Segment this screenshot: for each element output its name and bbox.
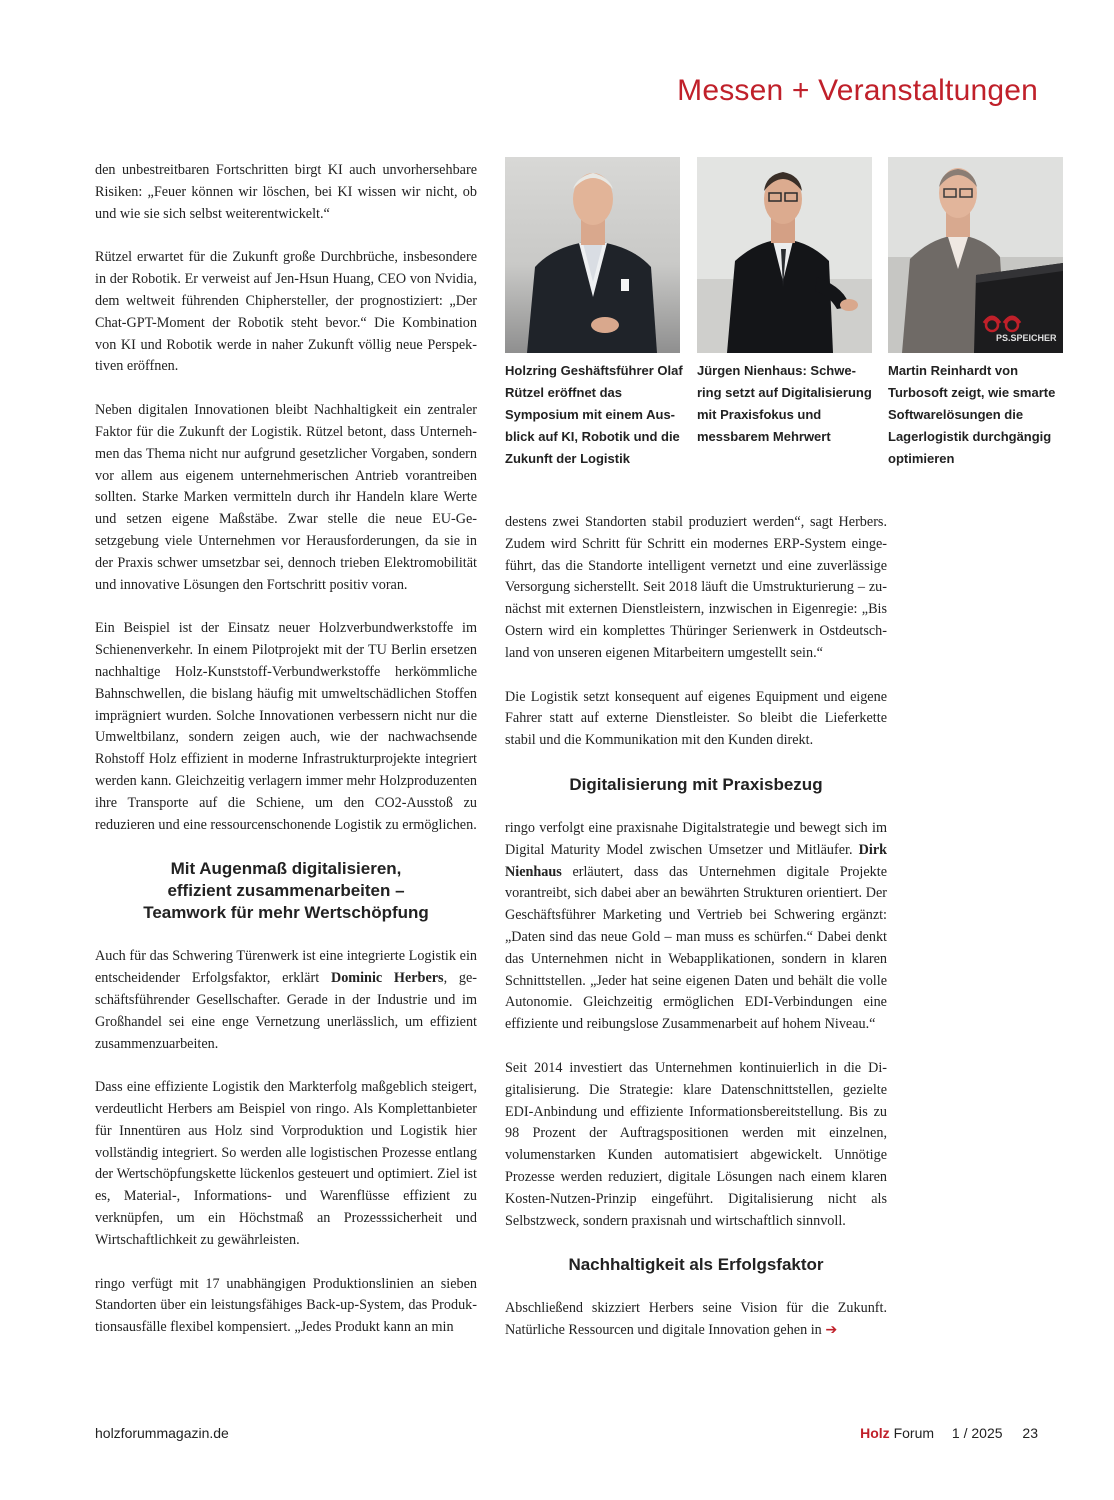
photo-caption: Martin Reinhardt von Turbosoft zeigt, wie smarte Softwarelösungen die Lagerlogistik durchgängig optimieren	[888, 363, 1056, 466]
paragraph	[505, 1298, 887, 1342]
person-name: Dirk Nienhaus	[505, 841, 887, 880]
text-run: Abschließend skizziert Herbers seine Vision für die Zukunft. Natürliche Ressourcen und digitale Innovation gehen in	[505, 1300, 887, 1339]
footer-website: holzforummagazin.de	[95, 1425, 229, 1441]
brand-forum: Forum	[893, 1425, 935, 1441]
subheading-line: effizient zusammenarbeiten –	[167, 881, 405, 901]
paragraph: Seit 2014 investiert das Unternehmen kontinuierlich in die Digitalisierung. Die Strategie: klare Datenschnittstellen, gezielte EDI-Anbindung und effiziente Informationsbereitstellung. Bis zu 98 Prozent der Auftragspositionen werden mit einzelnen, volumenstarken Kunden automatisiert abgewickelt. Unnötige Prozesse werden reduziert, digitale Lösungen nach einem klaren Kosten-Nutzen-Prinzip eingeführt. Digitalisierung nicht als Selbstzweck, sondern praxisnah und wirtschaftlich sinnvoll.	[505, 1059, 887, 1229]
section-title: Messen + Veranstaltungen	[677, 74, 1038, 107]
paragraph: Rützel erwartet für die Zukunft große Durchbrüche, insbesondere in der Robotik. Er verweist auf Jen-Hsun Huang, CEO von Nvidia, dem weltweit führenden Chiphersteller, der prognostiziert: „Der Chat-GPT-Moment der Robotik steht bevor.“ Die Kombination von KI und Robotik werde in naher Zukunft völlig neue Perspektiven eröffnen.	[95, 249, 477, 375]
page-number: 23	[1022, 1425, 1038, 1441]
paragraph	[505, 818, 887, 1036]
subheading-line: Mit Augenmaß digitalisieren,	[170, 859, 402, 879]
person-name: Dominic Herbers	[330, 970, 444, 987]
text-run: erläutert, dass das Unternehmen digitale Projekte vorantreibt, sich dabei aber an bewährten Strukturen orientiert. Der Geschäftsführer Marketing und Vertrieb bei Schwering ergänzt: „Daten sind das neue Gold – man muss es schürfen.“ Dabei denkt das Unternehmen nicht in Webapplikationen, sondern in klaren Schnittstellen. „Jeder hat seine eigenen Daten und behält die volle Autonomie. Gleichzeitig ermöglichen EDI-Verbindungen eine effiziente und reibungslose Zusammenarbeit auf hohem Niveau.“	[505, 863, 887, 1033]
photo-caption: Holzring Geshäftsführer Olaf Rützel eröffnet das Symposium mit einem Ausblick auf KI, Robotik und die Zukunft der Logistik	[505, 363, 683, 466]
photo-martin-reinhardt	[888, 157, 1063, 353]
subheading: Nachhaltigkeit als Erfolgsfaktor	[568, 1255, 824, 1275]
text-run: ringo verfolgt eine praxisnahe Digitalstrategie und bewegt sich im Digital Maturity Model zwischen Umsetzer und Mitläufer.	[505, 819, 887, 858]
text-run: , geschäftsführender Gesellschafter. Gerade in der Industrie und im Großhandel sei eine enge Vernetzung unerlässlich, um effizient zusammenzuarbeiten.	[95, 970, 477, 1052]
paragraph: Neben digitalen Innovationen bleibt Nachhaltigkeit ein zentraler Faktor für die Zukunft der Logistik. Rützel betont, dass Unternehmen das Thema nicht nur aufgrund gesetzlicher Vorgaben, sondern vor allem aus eigenem unternehmerischen Antrieb vorantreiben sollten. Starke Marken vermitteln durch ihr Handeln klare Werte und setzen eigene Maßstäbe. Zwar stelle die neue EU-Gesetzgebung viele Unternehmen vor Herausforderungen, da sie in der Praxis schwer umsetzbar sei, dennoch trieben Elektromobilität und innovative Lösungen den Fortschritt positiv voran.	[95, 402, 477, 593]
right-column	[505, 512, 887, 1364]
issue-number: 1 / 2025	[951, 1425, 1003, 1441]
photo-olaf-ruetzel	[505, 157, 680, 353]
subheading-line: Teamwork für mehr Wertschöpfung	[143, 903, 429, 923]
paragraph: den unbestreitbaren Fortschritten birgt KI auch unvorhersehbare Risiken: „Feuer können wir löschen, bei KI wissen wir nicht, ob und wie sie sich selbst weiterentwickelt.“	[95, 162, 477, 222]
photo-juergen-nienhaus	[697, 157, 872, 353]
photo-caption: Jürgen Nienhaus: Schwering setzt auf Digitalisierung mit Praxisfokus und messbarem Mehrwert	[697, 363, 872, 444]
brand-holz: Holz	[860, 1425, 890, 1441]
paragraph	[95, 946, 477, 1055]
paragraph: Die Logistik setzt konsequent auf eigenes Equipment und eigene Fahrer statt auf externe Dienstleister. So bleibt die Lieferkette stabil und die Kommunikation mit den Kunden direkt.	[505, 688, 887, 749]
subheading: Digitalisierung mit Praxisbezug	[569, 774, 823, 794]
speaker-image	[888, 157, 1063, 353]
left-column	[95, 160, 477, 1361]
text-run: Auch für das Schwering Türenwerk ist eine integrierte Logistik ein entscheidender Erfolgsfaktor, erklärt	[95, 948, 477, 987]
speaker-image	[697, 157, 872, 353]
paragraph: Ein Beispiel ist der Einsatz neuer Holzverbundwerkstoffe im Schienenverkehr. In einem Pilotprojekt mit der TU Berlin ersetzen nachhaltige Holz-Kunststoff-Verbundwerkstoffe herkömmliche Bahnschwellen, die bislang häufig mit umweltschädlichen Stoffen imprägniert wurden. Solche Innovationen verbessern nicht nur die Umweltbilanz, sondern zeigen auch, wie der nachwachsende Rohstoff Holz effizient in moderne Infrastrukturprojekte integriert werden kann. Gleichzeitig verlagern immer mehr Holzproduzenten ihre Transporte auf die Schiene, um den CO2-Ausstoß zu reduzieren und eine ressourcenschonende Logistik zu ermöglichen.	[95, 620, 477, 833]
continue-arrow-icon: ➔	[825, 1322, 838, 1339]
paragraph: Dass eine effiziente Logistik den Markterfolg maßgeblich steigert, verdeutlicht Herbers am Beispiel von ringo. Als Komplettanbieter für Innentüren aus Holz sind Vorproduktion und Logistik hier vollständig integriert. So werden alle logistischen Prozesse entlang der Wertschöpfungskette lückenlos gesteuert und optimiert. Ziel ist es, Material-, Informations- und Warenflüsse effizient zu verknüpfen, um ein Höchstmaß an Prozesssicherheit und Wirtschaftlichkeit zu gewährleisten.	[95, 1079, 477, 1248]
paragraph: ringo verfügt mit 17 unabhängigen Produktionslinien an sieben Standorten über ein leistungsfähiges Back-up-System, das Produktionsausfälle flexibel kompensiert. „Jedes Produkt kann an min	[95, 1275, 477, 1336]
podium-logo-text: PS.SPEICHER	[996, 333, 1057, 343]
subheading	[95, 858, 477, 924]
speaker-image	[505, 157, 680, 353]
paragraph: destens zwei Standorten stabil produziert werden“, sagt Herbers. Zudem wird Schritt für Schritt ein modernes ERP-System eingeführt, das die Standorte intelligent vernetzt und eine zuverlässige Versorgung sicherstellt. Seit 2018 läuft die Umstrukturierung – zunächst mit externen Dienstleistern, inzwischen in Eigenregie: „Bis Ostern wird ein komplettes Thüringer Serienwerk in Ostdeutschland von unseren eigenen Mitarbeitern umgestellt sein.“	[505, 514, 887, 661]
footer-issue-info	[860, 1425, 1038, 1441]
